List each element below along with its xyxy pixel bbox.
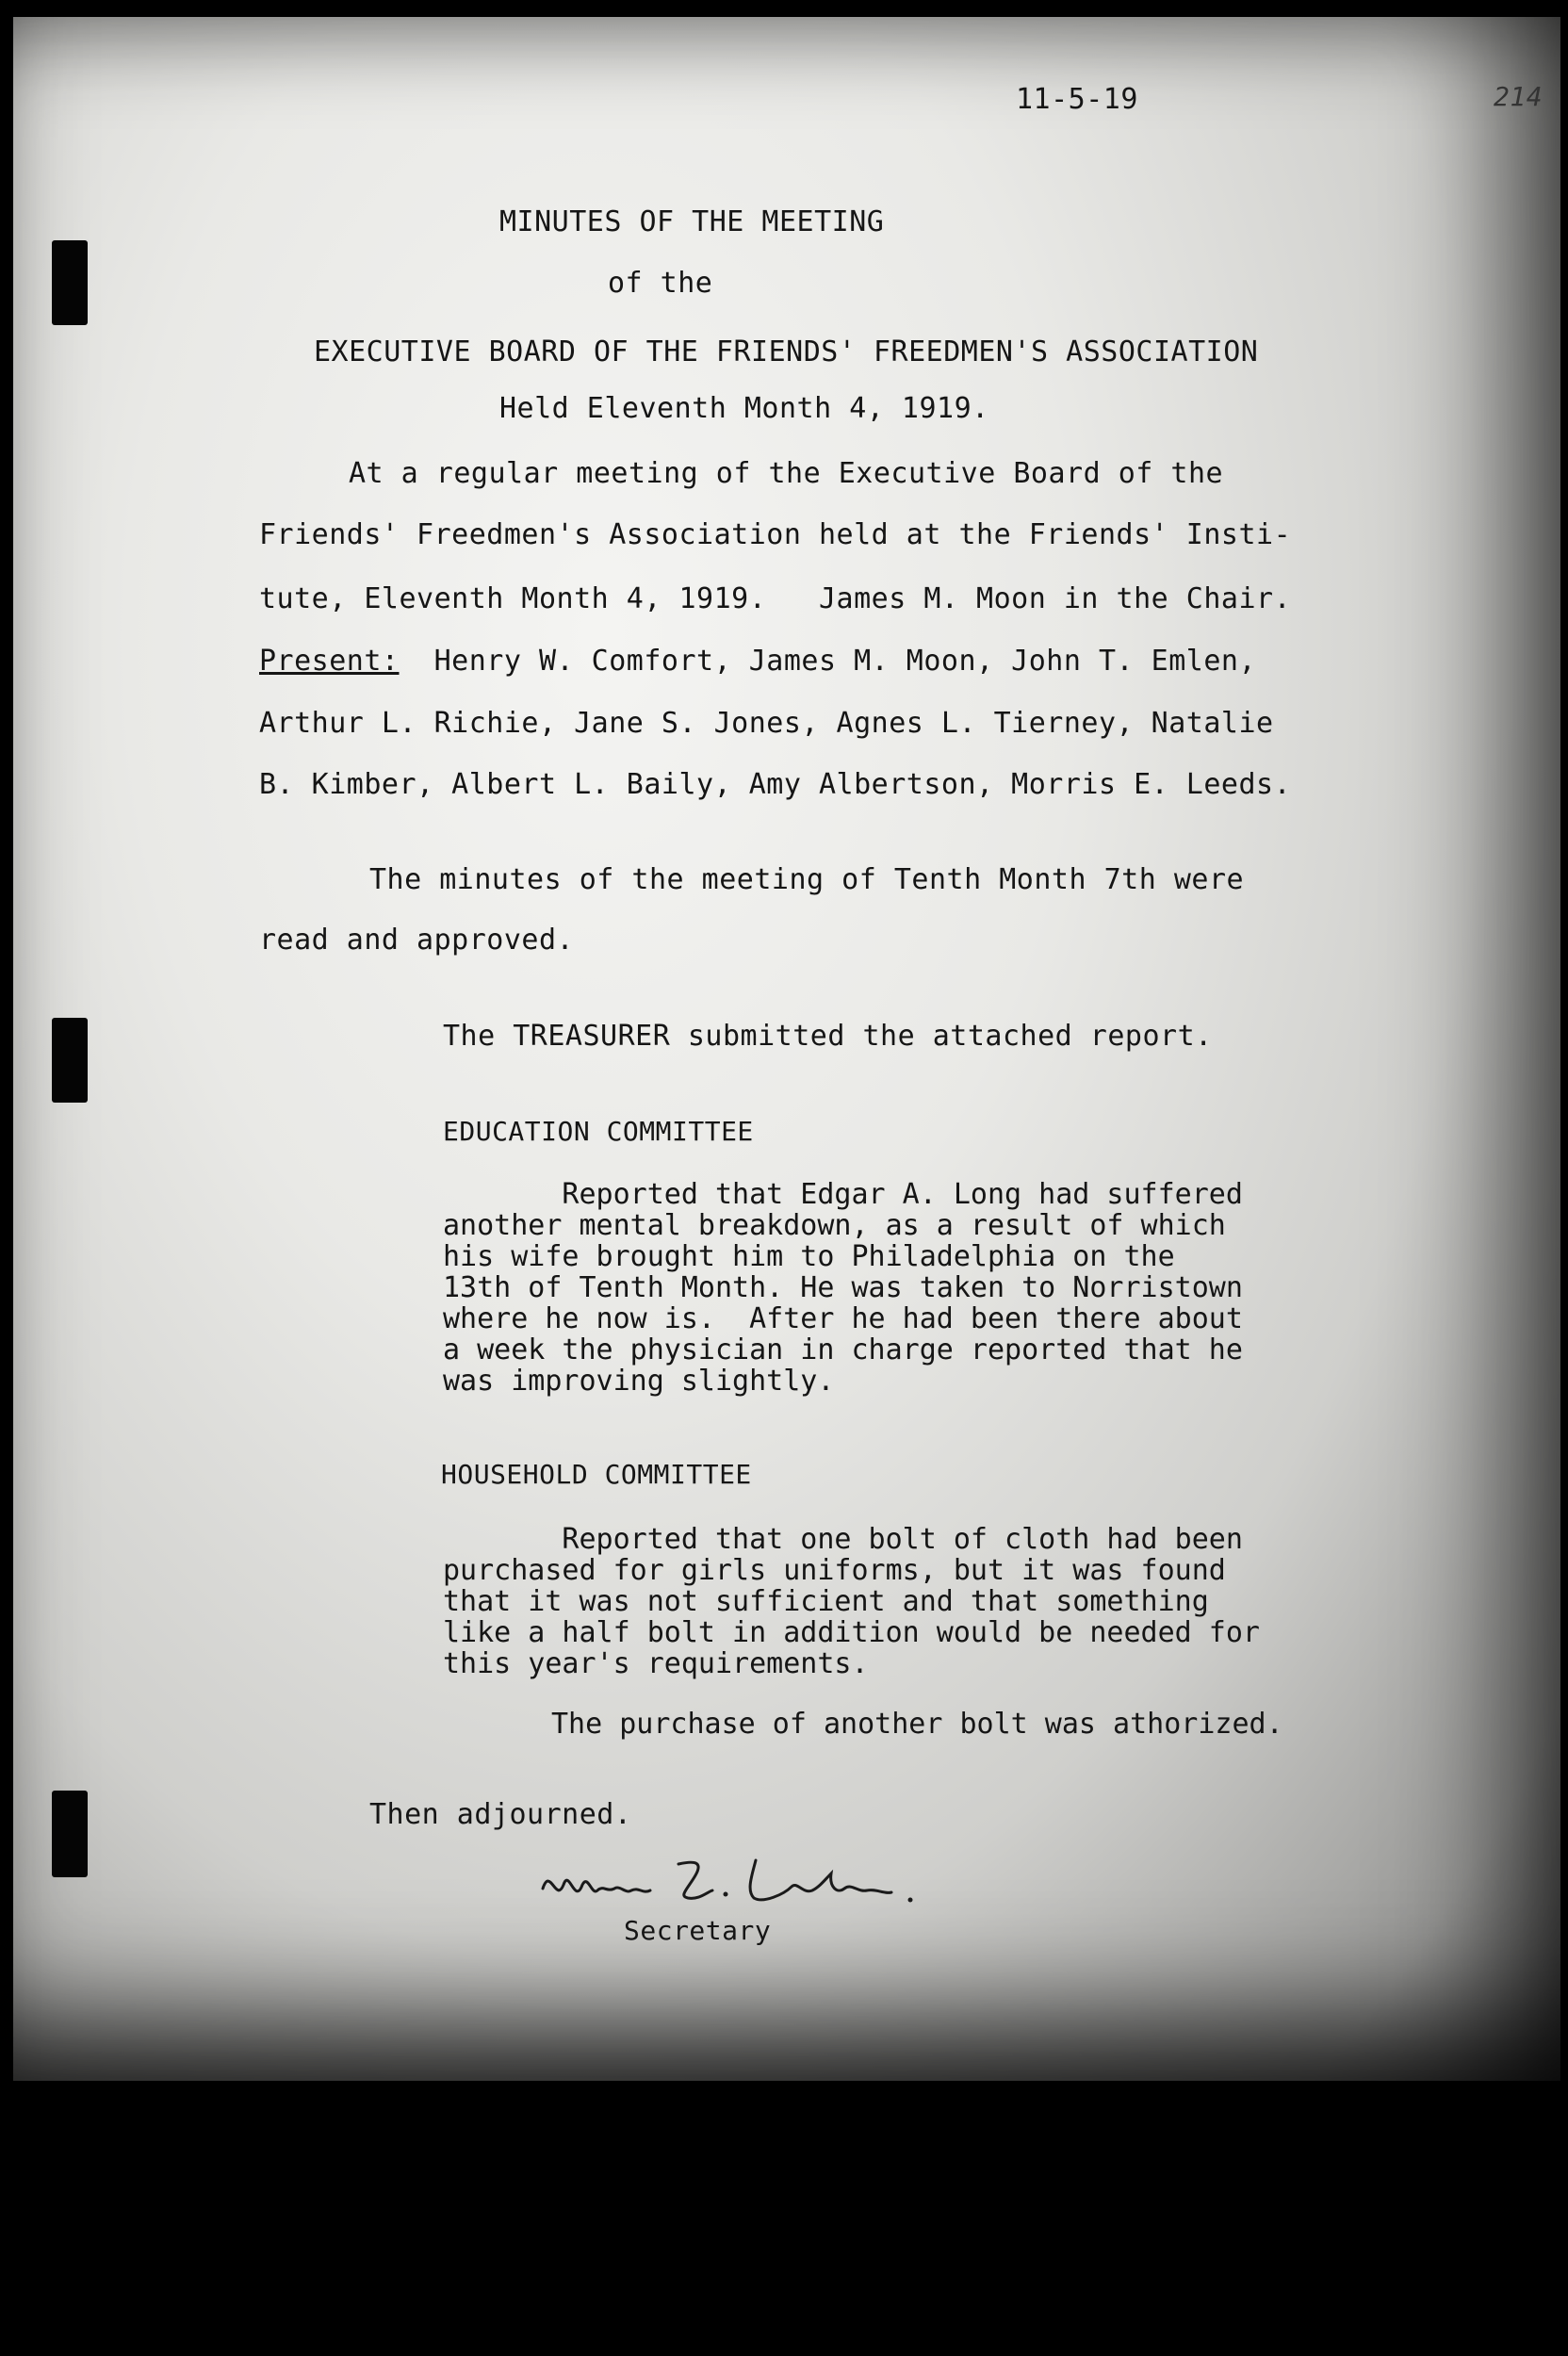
present-line-1	[259, 645, 1256, 678]
punch-hole-middle	[52, 1018, 88, 1103]
household-authorization: The purchase of another bolt was athorized.	[551, 1708, 1283, 1741]
title-line-3: EXECUTIVE BOARD OF THE FRIENDS' FREEDMEN'S ASSOCIATION	[314, 335, 1259, 368]
education-heading: EDUCATION COMMITTEE	[443, 1116, 754, 1147]
education-line-1: Reported that Edgar A. Long had suffered	[443, 1178, 1243, 1211]
education-line-5: where he now is. After he had been there about	[443, 1302, 1243, 1335]
page-number: 214	[1494, 81, 1544, 112]
minutes-line-1: The minutes of the meeting of Tenth Month 7th were	[369, 863, 1245, 896]
household-heading: HOUSEHOLD COMMITTEE	[441, 1459, 752, 1490]
present-names-1: Henry W. Comfort, James M. Moon, John T. Emlen,	[399, 645, 1257, 678]
date-stamp: 11-5-19	[1016, 83, 1138, 116]
punch-hole-bottom	[52, 1791, 88, 1877]
title-line-4: Held Eleventh Month 4, 1919.	[499, 392, 989, 425]
punch-hole-top	[52, 240, 88, 325]
household-line-3: that it was not sufficient and that something	[443, 1585, 1209, 1618]
present-label: Present:	[259, 645, 400, 678]
present-line-2: Arthur L. Richie, Jane S. Jones, Agnes L. Tierney, Natalie	[259, 707, 1274, 740]
education-line-3: his wife brought him to Philadelphia on the	[443, 1240, 1175, 1273]
education-line-7: was improving slightly.	[443, 1365, 835, 1398]
adjourned-text: Then adjourned.	[369, 1798, 632, 1831]
title-line-2: of the	[608, 267, 713, 300]
intro-line-3: tute, Eleventh Month 4, 1919. James M. Moon in the Chair.	[259, 582, 1292, 615]
treasurer-report: The TREASURER submitted the attached report.	[443, 1020, 1213, 1053]
household-line-4: like a half bolt in addition would be needed for	[443, 1616, 1260, 1649]
secretary-label: Secretary	[624, 1915, 772, 1946]
education-line-4: 13th of Tenth Month. He was taken to Norristown	[443, 1271, 1243, 1304]
present-line-3: B. Kimber, Albert L. Baily, Amy Albertson, Morris E. Leeds.	[259, 768, 1292, 801]
education-line-2: another mental breakdown, as a result of which	[443, 1209, 1226, 1242]
household-line-1: Reported that one bolt of cloth had been	[443, 1523, 1243, 1556]
minutes-line-2: read and approved.	[259, 924, 575, 957]
household-line-2: purchased for girls uniforms, but it was found	[443, 1554, 1226, 1587]
intro-line-1: At a regular meeting of the Executive Board of the	[349, 457, 1224, 490]
title-line-1: MINUTES OF THE MEETING	[499, 205, 885, 238]
intro-line-2: Friends' Freedmen's Association held at the Friends' Insti-	[259, 518, 1292, 551]
education-line-6: a week the physician in charge reported that he	[443, 1333, 1243, 1366]
secretary-signature	[537, 1847, 933, 1922]
household-line-5: this year's requirements.	[443, 1647, 869, 1680]
